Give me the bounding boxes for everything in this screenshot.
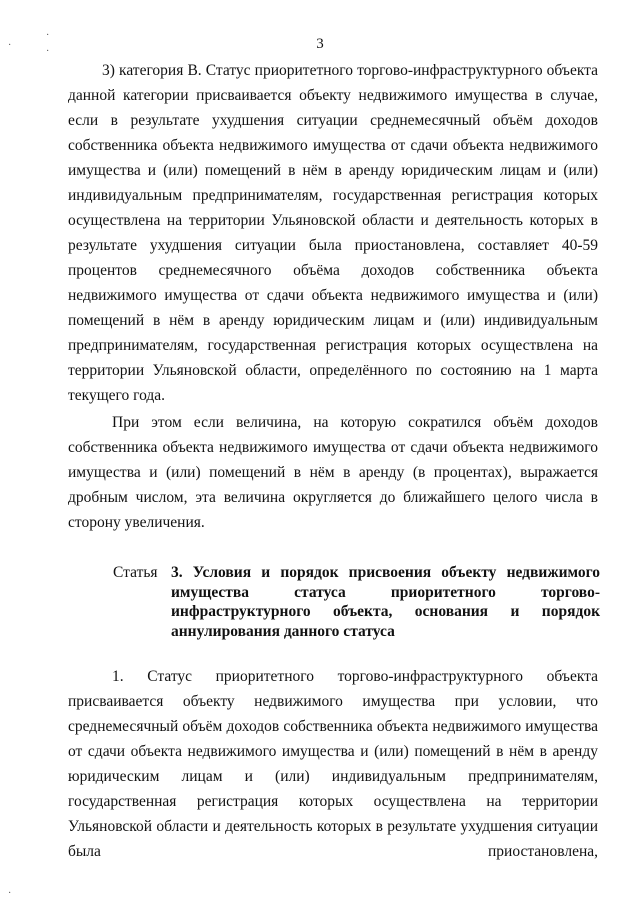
page-number: 3 xyxy=(316,36,324,52)
article-prefix: Статья xyxy=(113,564,158,581)
paragraph-category-v: 3) категория В. Статус приоритетного торгово-инфраструктурного объекта данной категории присваивается объекту недвижимого имущества в случае, если в результате ухудшения ситуации среднемесячный объём доходов собственника объекта недвижимого имущества от сдачи объекта недвижимого имущества и (или) помещений в нём в аренду юридическим лицам и (или) индивидуальным предпринимателям, государственная регистрация которых осуществлена на территории Ульяновской области и деятельность которых в результате ухудшения ситуации была приостановлена, составляет 40-59 процентов среднемесячного объёма доходов собственника объекта недвижимого имущества от сдачи объекта недвижимого имущества и (или) помещений в нём в аренду юридическим лицам и (или) индивидуальным предпринимателям, государственная регистрация которых осуществлена на территории Ульяновской области, определённого по состоянию на 1 марта текущего года. xyxy=(68,62,598,404)
scan-mark: · xyxy=(46,30,50,41)
article-title: 3. Условия и порядок присвоения объекту недвижимого имущества статуса приоритетного торгово-инфраструктурного объекта, основания и порядок аннулирования данного статуса xyxy=(171,564,600,640)
scan-mark: · xyxy=(8,40,12,51)
paragraph-article-3-item-1: 1. Статус приоритетного торгово-инфраструктурного объекта присваивается объекту недвижимого имущества при условии, что среднемесячный объём доходов собственника объекта недвижимого имущества от сдачи объекта недвижимого имущества и (или) помещений в нём в аренду юридическим лицам и (или) индивидуальным предпринимателям, государственная регистрация которых осуществлена на территории Ульяновской области и деятельность которых в результате ухудшения ситуации была приостановлена, xyxy=(68,668,598,860)
scan-mark: · xyxy=(46,46,50,57)
paragraph-rounding-rule: При этом если величина, на которую сократился объём доходов собственника объекта недвижимого имущества от сдачи объекта недвижимого имущества и (или) помещений в нём в аренду (в процентах), выражается дробным числом, эта величина округляется до ближайшего целого числа в сторону увеличения. xyxy=(68,414,598,531)
scan-mark: · xyxy=(8,888,12,899)
